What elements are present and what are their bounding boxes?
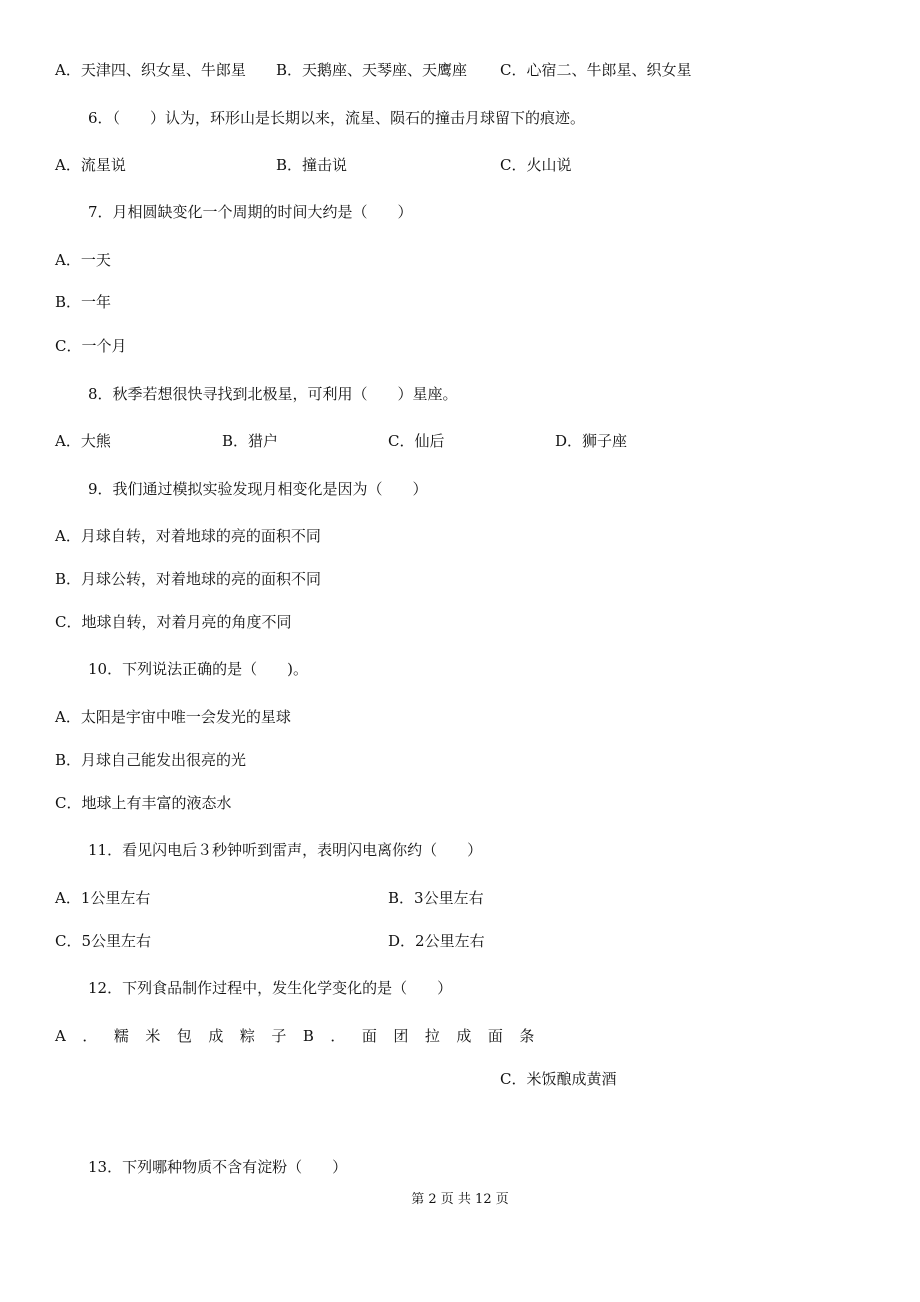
question-8-stem: 8．秋季若想很快寻找到北极星，可利用（ ）星座。 <box>88 385 458 403</box>
question-7-stem: 7．月相圆缺变化一个周期的时间大约是（ ） <box>88 203 413 221</box>
question-6-stem: 6．（ ）认为，环形山是长期以来，流星、陨石的撞击月球留下的痕迹。 <box>88 109 586 127</box>
question-13-stem: 13．下列哪种物质不含有淀粉（ ） <box>88 1158 348 1176</box>
option-q9-c: C．地球自转，对着月亮的角度不同 <box>55 613 292 631</box>
option-q10-b: B．月球自己能发出很亮的光 <box>55 751 247 769</box>
option-q11-d: D．2公里左右 <box>388 932 485 950</box>
option-q9-a: A．月球自转，对着地球的亮的面积不同 <box>55 527 321 545</box>
option-q10-a: A．太阳是宇宙中唯一会发光的星球 <box>55 708 291 726</box>
option-q5-b: B．天鹅座、天琴座、天鹰座 <box>276 61 468 79</box>
option-q11-a: A．1公里左右 <box>55 889 151 907</box>
option-q7-c: C．一个月 <box>55 337 127 355</box>
option-q5-a: A．天津四、织女星、牛郎星 <box>55 61 246 79</box>
option-q5-c: C．心宿二、牛郎星、织女星 <box>500 61 692 79</box>
option-q10-c: C．地球上有丰富的液态水 <box>55 794 232 812</box>
option-q8-c: C．仙后 <box>388 432 445 450</box>
option-q6-a: A．流星说 <box>55 156 126 174</box>
question-10-stem: 10．下列说法正确的是（ )。 <box>88 660 308 678</box>
option-q7-b: B．一年 <box>55 293 112 311</box>
page-footer: 第 2 页 共 12 页 <box>411 1192 509 1207</box>
option-q7-a: A．一天 <box>55 251 111 269</box>
option-q9-b: B．月球公转，对着地球的亮的面积不同 <box>55 570 322 588</box>
question-12-stem: 12．下列食品制作过程中，发生化学变化的是（ ） <box>88 979 453 997</box>
option-q8-d: D．狮子座 <box>555 432 628 450</box>
option-q8-b: B．猎户 <box>222 432 279 450</box>
option-q11-c: C．5公里左右 <box>55 932 152 950</box>
question-9-stem: 9．我们通过模拟实验发现月相变化是因为（ ） <box>88 480 428 498</box>
option-q12-c: C．米饭酿成黄酒 <box>500 1070 617 1088</box>
option-q6-c: C．火山说 <box>500 156 572 174</box>
option-q8-a: A．大熊 <box>55 432 111 450</box>
option-q11-b: B．3公里左右 <box>388 889 484 907</box>
option-q12-ab: A．糯米包成粽子B．面团拉成面条 <box>55 1027 551 1045</box>
option-q6-b: B．撞击说 <box>276 156 348 174</box>
question-11-stem: 11．看见闪电后３秒钟听到雷声，表明闪电离你约（ ） <box>88 841 483 859</box>
